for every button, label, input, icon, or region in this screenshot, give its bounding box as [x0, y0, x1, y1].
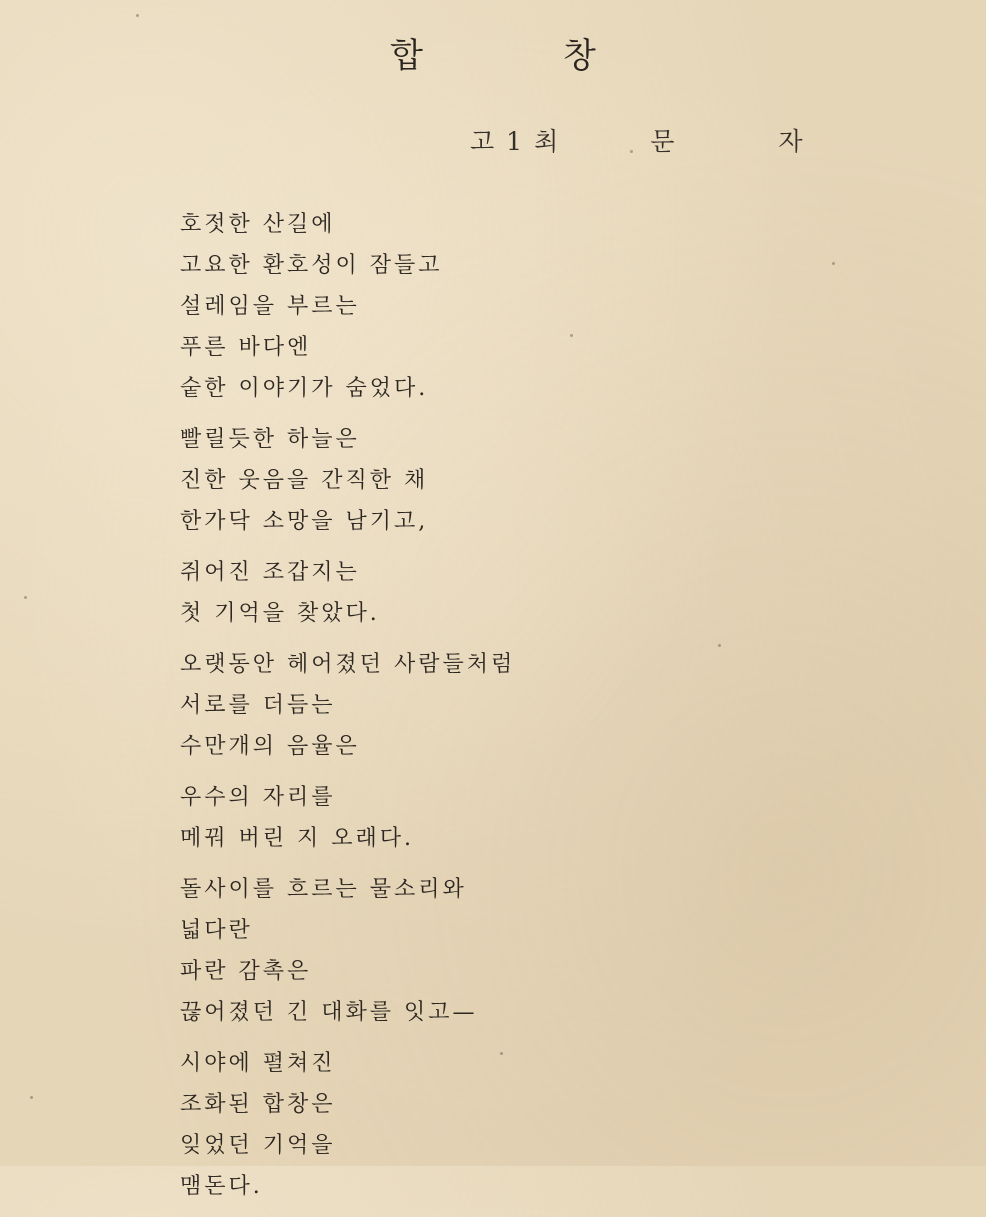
poem-line: 파란 감촉은: [180, 959, 312, 984]
author-byline: [470, 122, 850, 158]
author-name-char: 최: [534, 127, 559, 156]
poem-line: 메꿔 버린 지 오래다.: [180, 826, 414, 851]
poem-line: 호젓한 산길에: [180, 212, 336, 237]
paper-speck: [136, 14, 139, 17]
poem-line: 잊었던 기억을: [180, 1133, 336, 1158]
poem-line: 고요한 환호성이 잠들고: [180, 253, 443, 278]
stanza: [180, 777, 800, 859]
paper-speck: [30, 1096, 33, 1099]
poem-line: 설레임을 부르는: [180, 294, 360, 319]
poem-line: 서로를 더듬는: [180, 693, 336, 718]
poem-line: 한가닥 소망을 남기고,: [180, 509, 429, 534]
poem-line: 쥐어진 조갑지는: [180, 560, 360, 585]
poem-line: 첫 기억을 찾았다.: [180, 601, 380, 626]
stanza: [180, 644, 800, 767]
poem-line: 숱한 이야기가 숨었다.: [180, 376, 429, 401]
poem-line: 우수의 자리를: [180, 785, 336, 810]
paper-speck: [832, 262, 835, 265]
author-name-char: 자: [778, 127, 803, 156]
poem-line: 수만개의 음율은: [180, 734, 360, 759]
poem-line: 넓다란: [180, 918, 253, 943]
stanza: [180, 869, 800, 1033]
poem-line: 진한 웃음을 간직한 채: [180, 468, 429, 493]
stanza: [180, 204, 800, 409]
poem-line: 맴돈다.: [180, 1174, 263, 1199]
title-char: 창: [563, 36, 596, 76]
poem-line: 돌사이를 흐르는 물소리와: [180, 877, 467, 902]
stanza: [180, 1043, 800, 1207]
author-name-char: 문: [650, 127, 675, 156]
poem-line: 끊어졌던 긴 대화를 잇고—: [180, 1000, 478, 1025]
poem-line: 빨릴듯한 하늘은: [180, 427, 360, 452]
poem-line: 푸른 바다엔: [180, 335, 312, 360]
poem-line: 오랫동안 헤어졌던 사람들처럼: [180, 652, 516, 677]
poem-body: [180, 204, 800, 1217]
stanza: [180, 552, 800, 634]
poem-line: 시야에 펼쳐진: [180, 1051, 336, 1076]
poem-title: [0, 28, 986, 77]
paper-speck: [24, 596, 27, 599]
title-char: 합: [390, 36, 423, 76]
stanza: [180, 419, 800, 542]
poem-line: 조화된 합창은: [180, 1092, 336, 1117]
author-school: 고1: [470, 127, 535, 156]
